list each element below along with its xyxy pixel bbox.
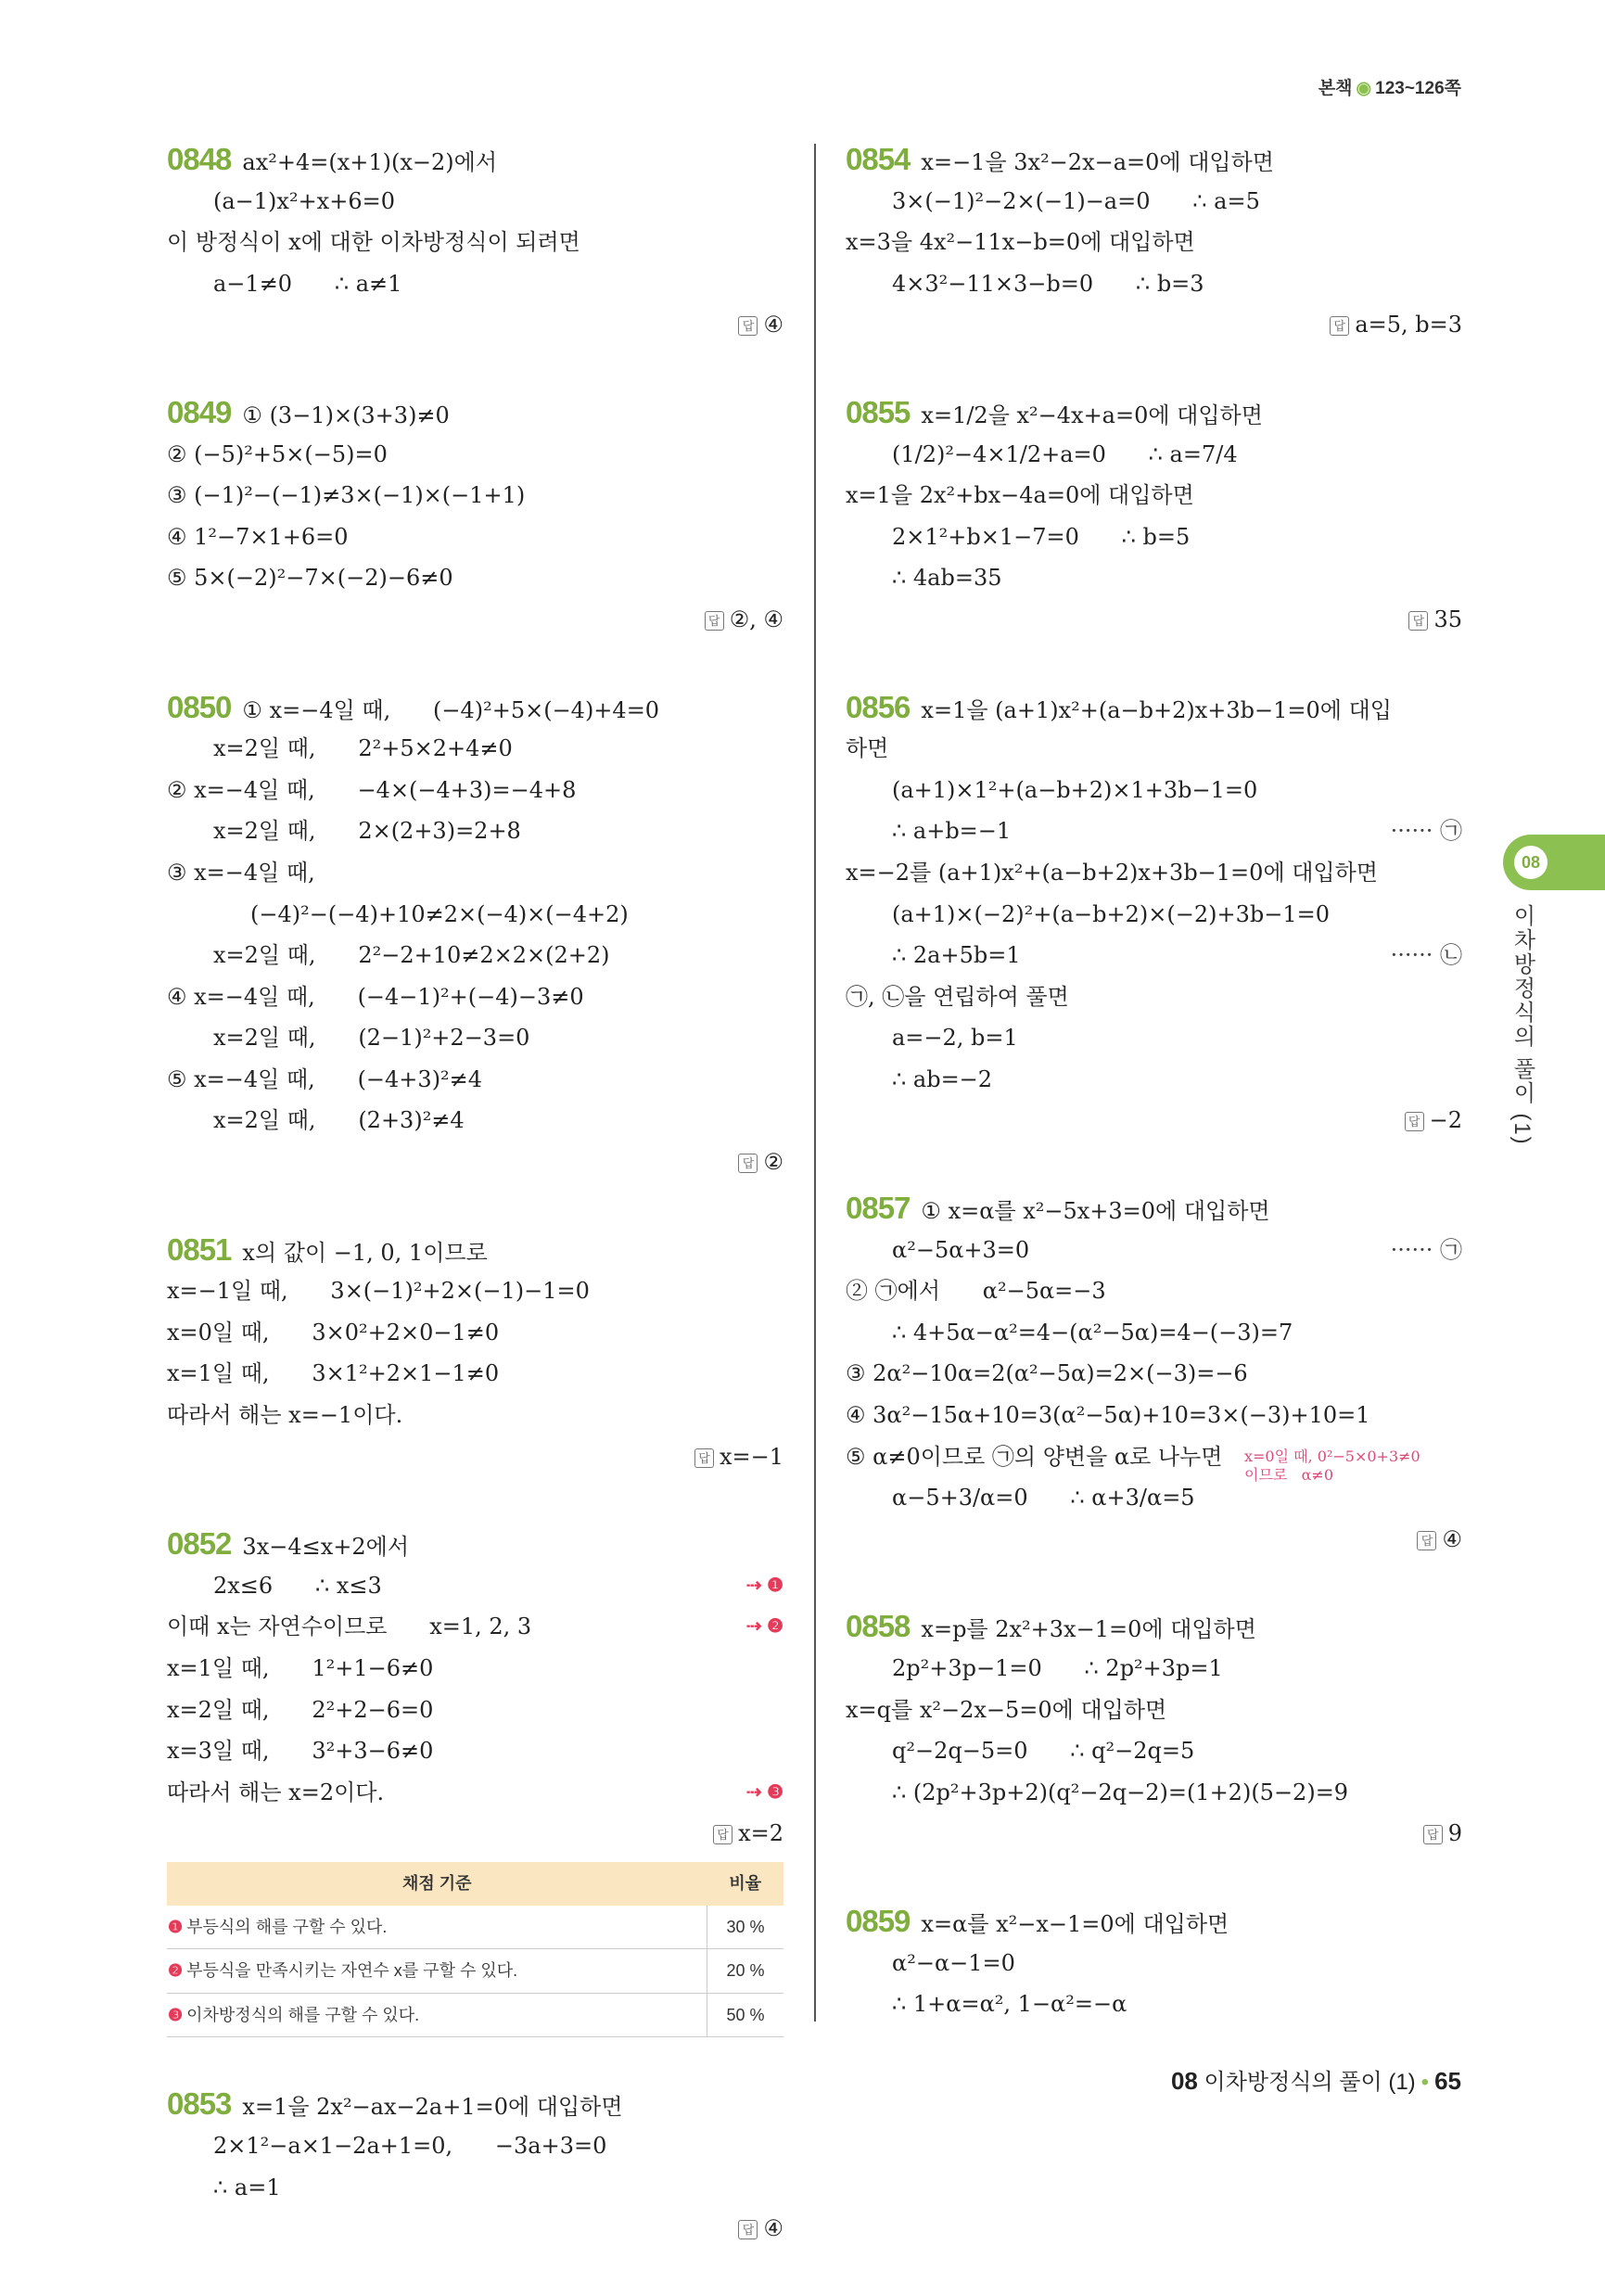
answer-value: 35 [1433, 606, 1462, 632]
problem-number: 0854 [846, 142, 911, 176]
solution-text: x=2일 때, 2²+5×2+4≠0 [213, 735, 513, 762]
scoring-criterion [167, 1906, 707, 1949]
solution-text: α²−5α+3=0 [892, 1236, 1030, 1263]
solution-text: x=2일 때, 2²−2+10≠2×2×(2+2) [213, 942, 610, 969]
solution-line [167, 139, 783, 181]
solution-text: 이 방정식이 x에 대한 이차방정식이 되려면 [167, 229, 580, 256]
solution-line [167, 1606, 783, 1648]
solution-line [846, 1230, 1462, 1271]
solution-line [846, 1730, 1462, 1772]
answer-value: ②, ④ [729, 606, 783, 632]
scoring-table [167, 1862, 783, 2037]
criterion-rate: 30 % [707, 1906, 784, 1949]
answer-line [167, 599, 783, 641]
solution-line [846, 1690, 1462, 1731]
answer-line [167, 2208, 783, 2250]
scoring-header: 채점 기준 [167, 1862, 707, 1906]
solution-text: ③ 2α²−10α=2(α²−5α)=2×(−3)=−6 [846, 1360, 1248, 1387]
solution-text: 하면 [846, 735, 889, 762]
solution-line [167, 2167, 783, 2209]
solution-line [167, 1395, 783, 1436]
solution-line [846, 1943, 1462, 1984]
equation-tag: ······ ㉠ [1390, 818, 1462, 845]
criterion-text: 부등식의 해를 구할 수 있다. [186, 1917, 388, 1936]
problem-solution [846, 687, 1462, 1142]
side-note: x=0일 때, 0²−5×0+3≠0 이므로 α≠0 [1244, 1447, 1420, 1484]
answer-icon: 답 [738, 2220, 758, 2239]
solution-text: ① x=−4일 때, (−4)²+5×(−4)+4=0 [242, 696, 660, 723]
solution-line [846, 392, 1462, 434]
solution-line [846, 1312, 1462, 1354]
step-marker: ⇢ ❷ [745, 1616, 783, 1638]
solution-text: x=3을 4x²−11x−b=0에 대입하면 [846, 229, 1195, 256]
solution-text: x=−1을 3x²−2x−a=0에 대입하면 [921, 149, 1274, 175]
solution-text: ∴ a+b=−1 [892, 818, 1012, 845]
solution-line [846, 976, 1462, 1018]
solution-text: x=3일 때, 3²+3−6≠0 [167, 1738, 434, 1765]
answer-value: x=−1 [719, 1443, 783, 1470]
answer-icon: 답 [738, 1154, 758, 1173]
scoring-header-row [167, 1862, 783, 1906]
solution-line [167, 2084, 783, 2125]
solution-line [846, 139, 1462, 181]
page-reference [1318, 74, 1461, 99]
criterion-text: 부등식을 만족시키는 자연수 x를 구할 수 있다. [186, 1961, 518, 1981]
solution-line [167, 1565, 783, 1607]
step-number-icon: ❸ [168, 2005, 184, 2024]
solution-line [846, 687, 1462, 729]
solution-text: x=q를 x²−2x−5=0에 대입하면 [846, 1696, 1167, 1723]
answer-icon: 답 [713, 1825, 732, 1844]
step-marker: ⇢ ❸ [745, 1781, 783, 1803]
solution-text: ∴ 2a+5b=1 [892, 942, 1021, 969]
answer-line [846, 1100, 1462, 1142]
solution-line [167, 894, 783, 936]
equation-tag: ······ ㉠ [1390, 1236, 1462, 1263]
solution-line [846, 181, 1462, 223]
solution-text: x=2일 때, (2−1)²+2−3=0 [213, 1025, 530, 1052]
solution-text: 3×(−1)²−2×(−1)−a=0 ∴ a=5 [892, 187, 1260, 214]
solution-line [846, 894, 1462, 936]
solution-line [167, 2125, 783, 2167]
answer-line [167, 1436, 783, 1478]
solution-line [167, 1524, 783, 1565]
problem-solution [846, 1606, 1462, 1855]
problem-solution [167, 392, 783, 641]
solution-line [846, 1059, 1462, 1101]
problem-solution [167, 2084, 783, 2249]
solution-text: 따라서 해는 x=2이다. [167, 1779, 385, 1805]
solution-text: x=2일 때, 2×(2+3)=2+8 [213, 818, 521, 845]
dot-icon: ◉ [1356, 79, 1372, 98]
solution-line [846, 810, 1462, 852]
page-footer [1171, 2063, 1461, 2096]
answer-icon: 답 [1423, 1825, 1443, 1844]
answer-value: 9 [1447, 1820, 1462, 1847]
solution-text: ① x=α를 x²−5x+3=0에 대입하면 [921, 1198, 1270, 1225]
solution-text: α²−α−1=0 [892, 1949, 1015, 1976]
answer-icon: 답 [1408, 611, 1428, 631]
solution-line [167, 1059, 783, 1101]
problem-solution [167, 139, 783, 346]
problem-number: 0859 [846, 1903, 911, 1938]
solution-line [167, 935, 783, 976]
solution-text: ∴ 4+5α−α²=4−(α²−5α)=4−(−3)=7 [892, 1319, 1293, 1346]
solution-line [846, 263, 1462, 305]
solution-text: ② x=−4일 때, −4×(−4+3)=−4+8 [167, 776, 577, 803]
criterion-rate: 20 % [707, 1949, 784, 1994]
solution-line [846, 1395, 1462, 1436]
solution-line [167, 475, 783, 517]
answer-line [846, 304, 1462, 346]
problem-number: 0856 [846, 689, 911, 724]
answer-value: ④ [763, 2215, 783, 2242]
solution-line [167, 1690, 783, 1731]
solution-text: a=−2, b=1 [892, 1025, 1018, 1052]
problem-number: 0853 [167, 2086, 232, 2122]
problem-number: 0857 [846, 1191, 911, 1226]
problem-solution [167, 1524, 783, 2037]
solution-line [167, 1353, 783, 1395]
solution-text: x=2일 때, 2²+2−6=0 [167, 1696, 434, 1723]
solution-text: (1/2)²−4×1/2+a=0 ∴ a=7/4 [892, 440, 1238, 467]
answer-icon: 답 [738, 316, 758, 336]
scoring-criterion [167, 1993, 707, 2037]
solution-line [167, 517, 783, 558]
solution-text: x=1/2을 x²−4x+a=0에 대입하면 [921, 402, 1263, 428]
solution-line [846, 1353, 1462, 1395]
column-divider [814, 144, 816, 2022]
ref-label: 본책 [1318, 79, 1353, 98]
solution-line [167, 976, 783, 1018]
solution-line [846, 517, 1462, 558]
solution-text: 이때 x는 자연수이므로 x=1, 2, 3 [167, 1614, 532, 1640]
solution-line [846, 728, 1462, 770]
right-column [846, 139, 1462, 2072]
step-number-icon: ❶ [168, 1917, 184, 1936]
solution-line [846, 1270, 1462, 1312]
answer-line [846, 599, 1462, 641]
solution-text: ③ x=−4일 때, [167, 859, 315, 886]
solution-line [846, 222, 1462, 263]
solution-text: 4×3²−11×3−b=0 ∴ b=3 [892, 270, 1204, 297]
solution-line [167, 1648, 783, 1690]
solution-text: x=0일 때, 3×0²+2×0−1≠0 [167, 1319, 500, 1346]
step-number-icon: ❷ [168, 1961, 184, 1981]
solution-text: ∴ a=1 [213, 2174, 281, 2200]
solution-line [846, 1436, 1462, 1484]
problem-number: 0855 [846, 394, 911, 429]
answer-line [846, 1813, 1462, 1855]
solution-text: x=α를 x²−x−1=0에 대입하면 [921, 1910, 1229, 1937]
solution-line [846, 770, 1462, 811]
ref-pages: 123~126쪽 [1375, 79, 1461, 98]
answer-line [167, 1813, 783, 1855]
solution-text: (a+1)×1²+(a−b+2)×1+3b−1=0 [892, 776, 1258, 803]
scoring-row [167, 1993, 783, 2037]
solution-text: ⑤ x=−4일 때, (−4+3)²≠4 [167, 1065, 483, 1092]
solution-line [167, 687, 783, 729]
problem-number: 0858 [846, 1609, 911, 1644]
answer-value: x=2 [738, 1820, 783, 1847]
solution-text: ③ (−1)²−(−1)≠3×(−1)×(−1+1) [167, 482, 526, 509]
answer-icon: 답 [705, 611, 724, 631]
answer-line [846, 1519, 1462, 1561]
solution-line [167, 852, 783, 894]
solution-text: ㉠, ㉡을 연립하여 풀면 [846, 983, 1069, 1010]
solution-text: ⑤ α≠0이므로 ㉠의 양변을 α로 나누면 [846, 1443, 1223, 1470]
solution-text: 2p²+3p−1=0 ∴ 2p²+3p=1 [892, 1655, 1223, 1681]
problem-solution [846, 392, 1462, 641]
solution-line [846, 1477, 1462, 1519]
solution-text: ② ㉠에서 α²−5α=−3 [846, 1278, 1106, 1305]
problem-number: 0849 [167, 394, 232, 429]
solution-text: x=1을 2x²−ax−2a+1=0에 대입하면 [242, 2094, 623, 2121]
problem-solution [167, 687, 783, 1183]
solution-text: 2×1²+b×1−7=0 ∴ b=5 [892, 523, 1191, 550]
solution-text: ④ x=−4일 때, (−4−1)²+(−4)−3≠0 [167, 983, 584, 1010]
solution-text: x=p를 2x²+3x−1=0에 대입하면 [921, 1616, 1256, 1643]
solution-text: α−5+3/α=0 ∴ α+3/α=5 [892, 1485, 1195, 1512]
solution-line [167, 557, 783, 599]
problem-solution [846, 1901, 1462, 2025]
page-number: 65 [1434, 2067, 1461, 2095]
solution-line [846, 1648, 1462, 1690]
solution-line [167, 1270, 783, 1312]
answer-value: ④ [1442, 1525, 1462, 1552]
solution-text: (a+1)×(−2)²+(a−b+2)×(−2)+3b−1=0 [892, 900, 1330, 927]
solution-line [167, 263, 783, 305]
solution-text: q²−2q−5=0 ∴ q²−2q=5 [892, 1738, 1195, 1765]
solution-line [846, 475, 1462, 517]
solution-line [167, 222, 783, 263]
problem-number: 0852 [167, 1526, 232, 1562]
problem-number: 0848 [167, 142, 232, 176]
solution-line [167, 181, 783, 223]
footer-chapter-num: 08 [1170, 2067, 1198, 2095]
solution-text: 3x−4≤x+2에서 [242, 1534, 409, 1561]
solution-line [167, 1772, 783, 1814]
answer-icon: 답 [1405, 1112, 1424, 1131]
solution-line [846, 1901, 1462, 1943]
answer-value: −2 [1429, 1107, 1462, 1134]
chapter-side-title: 이차방정식의 풀이 (1) [1509, 904, 1535, 1146]
footer-separator: • [1420, 2070, 1430, 2095]
solution-line [167, 728, 783, 770]
solution-line [167, 1730, 783, 1772]
solution-line [167, 1017, 783, 1059]
solution-text: ∴ (2p²+3p+2)(q²−2q−2)=(1+2)(5−2)=9 [892, 1779, 1349, 1805]
rate-header: 비율 [707, 1862, 784, 1906]
solution-line [167, 1230, 783, 1271]
solution-text: ⑤ 5×(−2)²−7×(−2)−6≠0 [167, 565, 453, 592]
solution-text: x=2일 때, (2+3)²≠4 [213, 1107, 465, 1134]
footer-chapter-title: 이차방정식의 풀이 (1) [1204, 2070, 1416, 2095]
solution-text: 따라서 해는 x=−1이다. [167, 1402, 403, 1429]
solution-text: x의 값이 −1, 0, 1이므로 [242, 1239, 488, 1266]
criterion-rate: 50 % [707, 1993, 784, 2037]
solution-line [167, 1100, 783, 1142]
solution-text: ∴ 1+α=α², 1−α²=−α [892, 1991, 1127, 2018]
equation-tag: ······ ㉡ [1390, 942, 1462, 969]
solution-line [846, 1017, 1462, 1059]
solution-text: 2×1²−a×1−2a+1=0, −3a+3=0 [213, 2132, 607, 2159]
solution-text: x=1일 때, 1²+1−6≠0 [167, 1655, 434, 1681]
solution-line [167, 770, 783, 811]
answer-value: ② [763, 1149, 783, 1176]
solution-line [167, 1312, 783, 1354]
criterion-text: 이차방정식의 해를 구할 수 있다. [186, 2005, 420, 2024]
problem-solution [846, 1188, 1462, 1560]
solution-line [167, 810, 783, 852]
solution-text: x=−1일 때, 3×(−1)²+2×(−1)−1=0 [167, 1278, 590, 1305]
answer-icon: 답 [1417, 1531, 1436, 1550]
solution-text: ② (−5)²+5×(−5)=0 [167, 440, 388, 467]
problem-number: 0850 [167, 689, 232, 724]
chapter-tab [1503, 835, 1605, 890]
solution-line [846, 1772, 1462, 1814]
solution-text: ① (3−1)×(3+3)≠0 [242, 402, 450, 428]
answer-line [167, 1142, 783, 1183]
solution-line [167, 392, 783, 434]
solution-text: ax²+4=(x+1)(x−2)에서 [242, 149, 498, 175]
solution-text: 2x≤6 ∴ x≤3 [213, 1572, 382, 1599]
solution-line [167, 434, 783, 476]
solution-line [846, 1606, 1462, 1648]
chapter-tab-number: 08 [1514, 846, 1548, 879]
scoring-row [167, 1949, 783, 1994]
scoring-criterion [167, 1949, 707, 1994]
answer-icon: 답 [1330, 316, 1349, 336]
answer-value: ④ [763, 312, 783, 338]
solution-text: x=1을 (a+1)x²+(a−b+2)x+3b−1=0에 대입 [921, 696, 1392, 723]
problem-solution [167, 1230, 783, 1478]
answer-line [167, 304, 783, 346]
solution-text: x=1일 때, 3×1²+2×1−1≠0 [167, 1360, 500, 1387]
solution-line [846, 434, 1462, 476]
solution-line [846, 1188, 1462, 1230]
solution-text: ∴ 4ab=35 [892, 565, 1002, 592]
solution-text: (−4)²−(−4)+10≠2×(−4)×(−4+2) [250, 900, 629, 927]
solution-text: ④ 1²−7×1+6=0 [167, 523, 349, 550]
solution-line [846, 557, 1462, 599]
scoring-row [167, 1906, 783, 1949]
solution-text: ∴ ab=−2 [892, 1065, 993, 1092]
solution-line [846, 1983, 1462, 2025]
solution-text: x=−2를 (a+1)x²+(a−b+2)x+3b−1=0에 대입하면 [846, 859, 1378, 886]
solution-line [846, 935, 1462, 976]
solution-text: (a−1)x²+x+6=0 [213, 187, 395, 214]
solution-line [846, 852, 1462, 894]
left-column [167, 139, 783, 2296]
answer-icon: 답 [694, 1448, 714, 1468]
problem-solution [846, 139, 1462, 346]
solution-text: ④ 3α²−15α+10=3(α²−5α)+10=3×(−3)+10=1 [846, 1402, 1370, 1429]
solution-text: x=1을 2x²+bx−4a=0에 대입하면 [846, 482, 1194, 509]
step-marker: ⇢ ❶ [745, 1575, 783, 1596]
problem-number: 0851 [167, 1231, 232, 1267]
answer-value: a=5, b=3 [1355, 312, 1462, 338]
solution-text: a−1≠0 ∴ a≠1 [213, 270, 402, 297]
